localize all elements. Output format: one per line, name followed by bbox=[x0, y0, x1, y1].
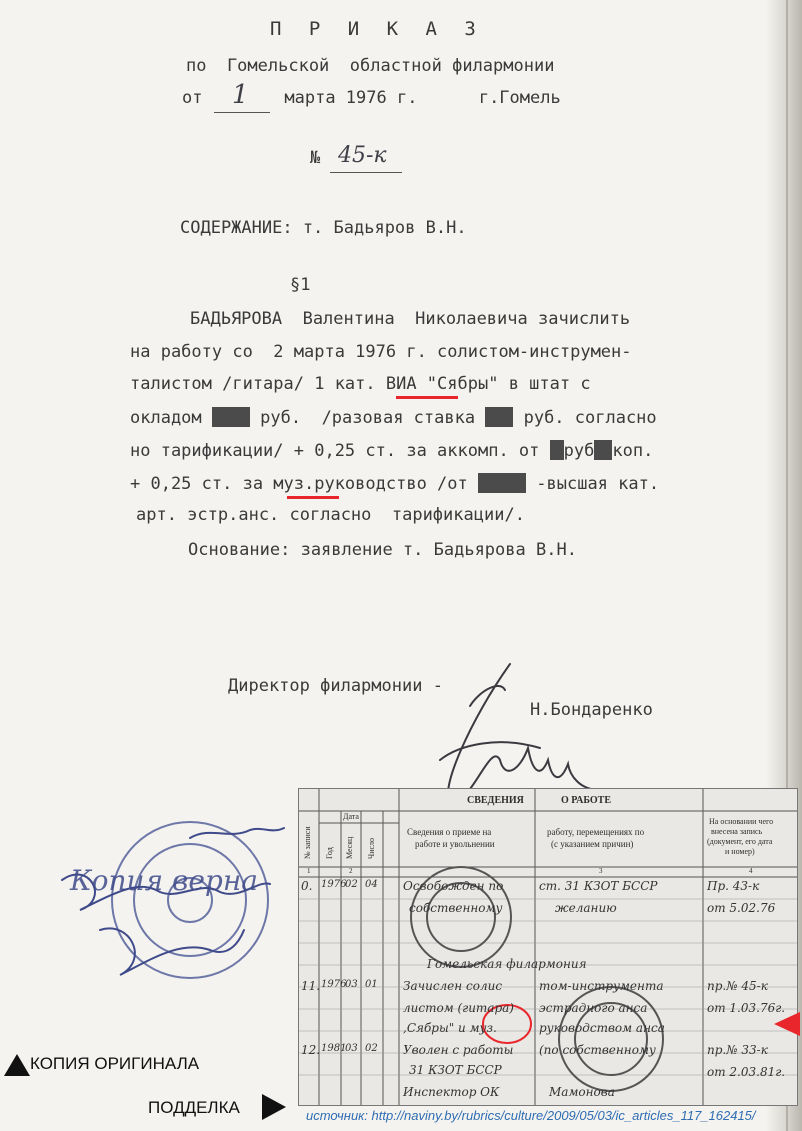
row-1-basis-2: от 5.02.76 bbox=[707, 901, 776, 915]
col-day-header: Число bbox=[367, 837, 376, 859]
handwritten-order-number: 45-к bbox=[338, 143, 387, 168]
director-title: Директор филармонии - bbox=[228, 676, 443, 696]
col-basis-header-1: На основании чего bbox=[709, 817, 774, 826]
red-arrow-icon bbox=[774, 1012, 800, 1036]
transfer-line-4: эстрадного анса bbox=[539, 1001, 648, 1015]
row-1-text-2: собственному bbox=[409, 901, 503, 915]
card-heading-2: О РАБОТЕ bbox=[561, 795, 611, 806]
date-rest: марта 1976 г. г.Гомель bbox=[284, 88, 561, 108]
rub-unit: руб bbox=[563, 441, 595, 461]
col-index-1: 1 bbox=[307, 867, 311, 875]
body-line-1: БАДЬЯРОВА Валентина Николаевича зачислить bbox=[190, 309, 631, 329]
original-copy-label: КОПИЯ ОРИГИНАЛА bbox=[30, 1054, 200, 1073]
col-index-3: 3 bbox=[599, 867, 603, 875]
source-link[interactable]: источник: http://naviny.by/rubrics/culture/2009/05/03/ic_articles_117_162415/ bbox=[306, 1108, 756, 1123]
director-name: Н.Бондаренко bbox=[530, 700, 653, 720]
transfer-line-2: желанию bbox=[555, 901, 617, 915]
col-date-header: Дата bbox=[343, 812, 359, 821]
body-line-3: талистом /гитара/ 1 кат. ВИА "Сябры" в штат с bbox=[130, 374, 591, 394]
row-3-text-2: 31 КЗОТ БССР bbox=[409, 1063, 502, 1077]
col-basis-header-4: и номер) bbox=[725, 847, 755, 856]
fake-label: ПОДДЕЛКА bbox=[148, 1098, 240, 1117]
triangle-up-icon bbox=[4, 1054, 30, 1076]
row-3-text-1: Уволен с работы bbox=[403, 1043, 514, 1057]
row-1-month: 02 bbox=[345, 879, 358, 890]
row-3-basis-2: от 2.03.81г. bbox=[707, 1065, 786, 1079]
director-signature bbox=[440, 664, 600, 801]
handwritten-day: 1 bbox=[232, 80, 249, 110]
row-2-text-3: ,Сябры" и муз. bbox=[403, 1021, 497, 1035]
content-line: СОДЕРЖАНИЕ: т. Бадьяров В.Н. bbox=[180, 218, 467, 238]
org-line: Гомельская филармония bbox=[427, 957, 587, 971]
row-1-year: 1976 bbox=[321, 879, 347, 890]
salary-label: окладом bbox=[130, 408, 202, 428]
row-2-year: 1976 bbox=[321, 979, 347, 990]
col-transfer-header-2: (с указанием причин) bbox=[551, 839, 634, 849]
rate-label: руб. /разовая ставка bbox=[260, 408, 476, 428]
row-2-num: 11. bbox=[301, 979, 321, 993]
col-index-4: 4 bbox=[749, 867, 753, 875]
order-title: П Р И К А З bbox=[270, 18, 484, 40]
row-1-text-1: Освобожден по bbox=[403, 879, 504, 893]
row-1-num: 0. bbox=[301, 879, 313, 893]
row-1-day: 04 bbox=[365, 879, 378, 890]
organization-line: по Гомельской областной филармонии bbox=[186, 56, 555, 76]
row-2-basis-2: от 1.03.76г. bbox=[707, 1001, 786, 1015]
row-2-day: 01 bbox=[365, 979, 378, 990]
row-2-basis-1: пр.№ 45-к bbox=[707, 979, 768, 993]
transfer-line-6: (по собственному bbox=[539, 1043, 656, 1057]
row-3-num: 12. bbox=[301, 1043, 321, 1057]
row-3-text-3: Инспектор ОК bbox=[403, 1085, 500, 1099]
row-3-day: 02 bbox=[365, 1043, 378, 1054]
col-basis-header-2: внесена запись bbox=[711, 827, 763, 836]
card-heading-1: СВЕДЕНИЯ bbox=[467, 795, 524, 806]
copy-note-text: Копия верна bbox=[70, 864, 258, 897]
kop-unit: коп. bbox=[612, 441, 654, 461]
col-basis-header-3: (документ, его дата bbox=[707, 837, 773, 846]
row-2-text-1: Зачислен солис bbox=[403, 979, 503, 993]
body-line-2: на работу со 2 марта 1976 г. солистом-инструмен- bbox=[130, 342, 632, 362]
row-2-text-2: листом (гитара) bbox=[403, 1001, 514, 1015]
row-3-year: 1981 bbox=[321, 1043, 347, 1054]
basis-line: Основание: заявление т. Бадьярова В.Н. bbox=[188, 540, 577, 560]
col-transfer-header-1: работу, перемещениях по bbox=[547, 827, 645, 837]
music-direction-label: + 0,25 ст. за муз.руководство /от bbox=[130, 474, 468, 494]
row-3-month: 03 bbox=[345, 1043, 358, 1054]
category-label: -высшая кат. bbox=[536, 474, 660, 494]
triangle-right-icon bbox=[262, 1094, 286, 1120]
order-number-prefix: № bbox=[310, 148, 321, 168]
date-prefix: от bbox=[182, 88, 203, 108]
col-info-header-2: работе и увольнении bbox=[415, 839, 495, 849]
transfer-line-3: том-инструмента bbox=[539, 979, 664, 993]
body-line-7: арт. эстр.анс. согласно тарификации/. bbox=[136, 505, 525, 525]
col-info-header-1: Сведения о приеме на bbox=[407, 827, 492, 837]
transfer-line-7: Мамонова bbox=[549, 1085, 615, 1099]
paragraph-mark: §1 bbox=[290, 275, 311, 295]
row-1-basis-1: Пр. 43-к bbox=[707, 879, 760, 893]
row-3-basis-1: пр.№ 33-к bbox=[707, 1043, 768, 1057]
accomp-label: но тарификации/ + 0,25 ст. за аккомп. от bbox=[130, 441, 540, 461]
labour-book-inset bbox=[298, 788, 798, 1106]
col-index-2: 2 bbox=[349, 867, 353, 875]
col-num-header: № записи bbox=[303, 826, 312, 859]
col-month-header: Месяц bbox=[345, 836, 354, 859]
transfer-line-5: руководством анса bbox=[539, 1021, 665, 1035]
transfer-line-1: ст. 31 КЗОТ БССР bbox=[539, 879, 658, 893]
col-year-header: Год bbox=[325, 847, 334, 859]
rate-unit: руб. согласно bbox=[523, 408, 657, 428]
row-2-month: 03 bbox=[345, 979, 358, 990]
